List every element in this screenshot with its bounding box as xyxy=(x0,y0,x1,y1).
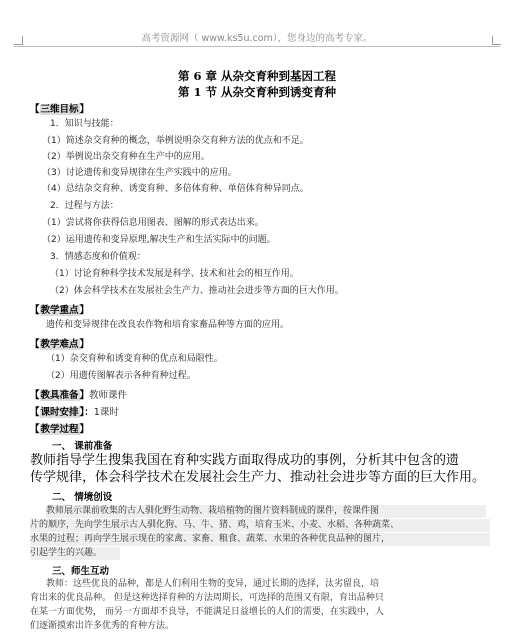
section-two-line: 教师展示课前收集的古人驯化野生动物、栽培植物的图片资料制成的课件，按课件图 xyxy=(46,505,486,518)
section-three-line: 们逐渐摸索出许多优秀的育种方法。 xyxy=(30,621,175,631)
schedule-value: 1课时 xyxy=(93,407,119,418)
process-heading-text: 教学过程 xyxy=(40,424,79,435)
section-one-heading: 一、 课前准备 xyxy=(52,441,113,452)
attitude-item: （1）讨论育种科学技术发展是科学、技术和社会的相互作用。 xyxy=(50,269,299,279)
section-one-line: 传学规律，体会科学技术在发展社会生产力、推动社会进步等方面的巨大作用。 xyxy=(30,470,486,485)
objectives-heading-text: 三维目标 xyxy=(40,104,79,115)
preparation-heading: 教具准备 xyxy=(40,390,79,401)
key-points-heading: 【教学重点】 xyxy=(30,305,90,316)
process-item: （1）尝试将你获得信息用图表、图解的形式表达出来。 xyxy=(42,218,264,228)
preparation-value: 教师课件 xyxy=(89,390,128,401)
schedule-heading: 课时安排 xyxy=(40,407,79,418)
objectives-heading: 【三维目标】 xyxy=(30,104,90,115)
knowledge-heading: 1．知识与技能： xyxy=(50,119,119,129)
section-two-line: 水果的过程；再向学生展示现在的家禽、家畜、粮食、蔬菜、水果的各种优良品种的图片， xyxy=(30,533,490,546)
schedule-row: 【课时安排】：1课时 xyxy=(30,407,119,418)
difficulties-heading-text: 教学难点 xyxy=(40,339,79,350)
knowledge-item: （4）总结杂交育种、诱变育种、多倍体育种、单倍体育种异同点。 xyxy=(42,184,309,194)
page-header: 高考资源网（ www.ks5u.com），您身边的高考专家。 xyxy=(141,33,373,44)
knowledge-item: （2）举例说出杂交育种在生产中的应用。 xyxy=(42,152,210,162)
chapter-title: 第 6 章 从杂交育种到基因工程 xyxy=(177,69,336,83)
key-points-heading-text: 教学重点 xyxy=(40,305,79,316)
process-item: （2）运用遗传和变异原理,解决生产和生活实际中的问题。 xyxy=(42,235,276,245)
difficulty-item: （1）杂交育种和诱变育种的优点和局限性。 xyxy=(46,354,223,364)
header-rule xyxy=(14,46,500,47)
difficulties-heading: 【教学难点】 xyxy=(30,339,90,350)
attitude-heading: 3．情感态度和价值观： xyxy=(50,252,146,262)
process-row: 【教学过程】 xyxy=(30,424,90,435)
section-three-line: 在某一方面优势， 而另一方面却不良导，不能满足日益增长的人们的需要，在实践中，人 xyxy=(30,607,384,617)
section-three-line: 育出来的优良品种。 但是这种选择育种的方法周期长，可选择的范围又有限，育出品种只 xyxy=(30,593,384,603)
difficulty-item: （2）用遗传图解表示各种育种过程。 xyxy=(46,371,196,381)
section-two-line: 片的顺序，先向学生展示古人驯化狗、马、牛、猪、鸡，培育玉米、小麦、水稻、各种蔬菜、 xyxy=(30,519,490,532)
section-one-line: 教师指导学生搜集我国在育种实践方面取得成功的事例，分析其中包含的遗 xyxy=(30,453,460,468)
process-heading: 2．过程与方法： xyxy=(50,201,119,211)
knowledge-item: （3）讨论遗传和变异规律在生产实践中的应用。 xyxy=(42,168,237,178)
preparation-row: 【教具准备】教师课件 xyxy=(30,390,128,401)
section-two-heading: 二、 情境创设 xyxy=(52,492,113,503)
section-three-heading: 三、师生互动 xyxy=(52,566,110,577)
key-points-text: 遗传和变异规律在改良农作物和培育家畜品种等方面的应用。 xyxy=(46,320,290,330)
section-three-line: 教师：这些优良的品种，都是人们利用生物的变异，通过长期的选择，汰劣留良，培 xyxy=(46,579,380,589)
section-two-line: 引起学生的兴趣。 xyxy=(30,547,120,560)
section-title: 第 1 节 从杂交育种到诱变育种 xyxy=(177,85,336,99)
attitude-item: （2）体会科学技术在发展社会生产力、推动社会进步等方面的巨大作用。 xyxy=(50,286,344,296)
knowledge-item: （1）简述杂交育种的概念，举例说明杂交育种方法的优点和不足。 xyxy=(42,136,309,146)
